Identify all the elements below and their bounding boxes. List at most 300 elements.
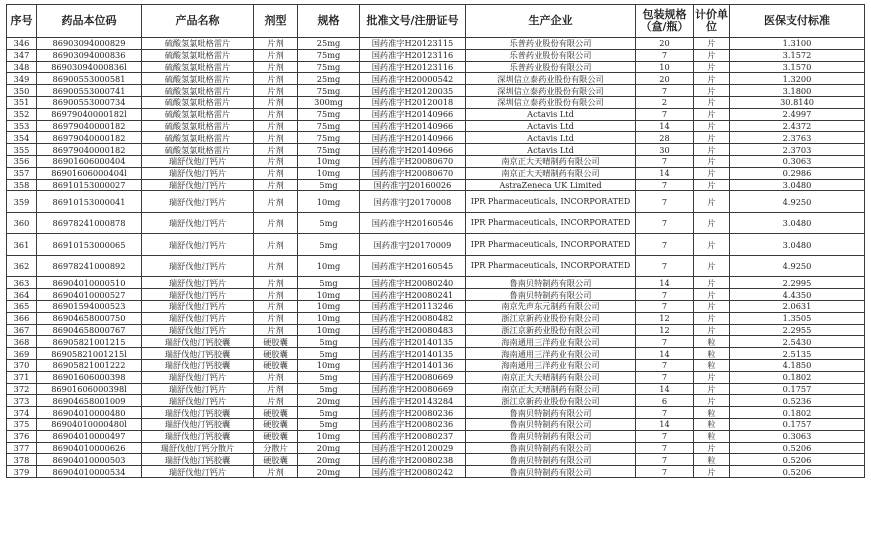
pricing-unit-cell: 片: [694, 300, 730, 312]
dosage-form-cell: 片剂: [254, 383, 298, 395]
dosage-form-cell: 片剂: [254, 191, 298, 213]
payment-standard-cell: 0.1802: [730, 371, 865, 383]
manufacturer-cell: [466, 255, 636, 277]
package-size-cell: 7: [636, 442, 694, 454]
manufacturer-cell: 南京正大天晴制药有限公司: [466, 167, 636, 179]
table-row: [7, 442, 865, 454]
payment-standard-cell: 3.0480: [730, 234, 865, 256]
specification-cell: 300mg: [298, 96, 360, 108]
header-cell: 计价单位: [694, 5, 730, 38]
approval-number-cell: 国药准字H20080482: [360, 312, 466, 324]
payment-standard-cell: 2.2995: [730, 277, 865, 289]
product-name-cell: 瑞舒伐他汀钙片: [142, 312, 254, 324]
specification-cell: 5mg: [298, 336, 360, 348]
dosage-form-cell: 硬胶囊: [254, 430, 298, 442]
dosage-form-cell: 片剂: [254, 144, 298, 156]
table-row: [7, 234, 865, 256]
payment-standard-cell: 0.3063: [730, 155, 865, 167]
pricing-unit-cell: 片: [694, 277, 730, 289]
drug-code-cell: 86904010000480: [37, 407, 142, 419]
dosage-form-cell: 片剂: [254, 49, 298, 61]
manufacturer-cell: 海南通用三洋药业有限公司: [466, 359, 636, 371]
drug-code-cell: 86978241000878: [37, 212, 142, 234]
package-size-cell: 12: [636, 324, 694, 336]
manufacturer-cell: 海南通用三洋药业有限公司: [466, 336, 636, 348]
product-name-cell: 瑞舒伐他汀钙胶囊: [142, 336, 254, 348]
drug-code-cell: 86910153000041: [37, 191, 142, 213]
product-name-cell: 瑞舒伐他汀钙片: [142, 167, 254, 179]
manufacturer-text: IPR Pharmaceuticals, INCORPORATED: [470, 196, 631, 206]
manufacturer-cell: 鲁南贝特制药有限公司: [466, 442, 636, 454]
row-number-cell: 353: [7, 120, 37, 132]
specification-cell: 10mg: [298, 167, 360, 179]
table-row: [7, 407, 865, 419]
specification-cell: 5mg: [298, 212, 360, 234]
dosage-form-cell: 分散片: [254, 442, 298, 454]
approval-number-cell: 国药准字H20140135: [360, 336, 466, 348]
product-name-cell: 瑞舒伐他汀钙分散片: [142, 442, 254, 454]
table-row: [7, 255, 865, 277]
payment-standard-cell: 2.5135: [730, 348, 865, 360]
row-number-cell: 369: [7, 348, 37, 360]
row-number-cell: 374: [7, 407, 37, 419]
payment-standard-cell: 0.5206: [730, 454, 865, 466]
row-number-cell: 370: [7, 359, 37, 371]
specification-cell: 75mg: [298, 108, 360, 120]
package-size-cell: 7: [636, 191, 694, 213]
row-number-cell: 376: [7, 430, 37, 442]
payment-standard-cell: 4.4350: [730, 289, 865, 301]
row-number-cell: 349: [7, 73, 37, 85]
pricing-unit-cell: 粒: [694, 430, 730, 442]
product-name-cell: 瑞舒伐他汀钙片: [142, 466, 254, 478]
table-row: [7, 191, 865, 213]
product-name-cell: 硫酸氢氯吡格雷片: [142, 132, 254, 144]
table-row: [7, 300, 865, 312]
row-number-cell: 357: [7, 167, 37, 179]
approval-number-cell: 国药准字H20080236: [360, 407, 466, 419]
table-row: [7, 144, 865, 156]
product-name-cell: 硫酸氢氯吡格雷片: [142, 144, 254, 156]
payment-standard-cell: 0.1802: [730, 407, 865, 419]
pricing-unit-cell: 片: [694, 96, 730, 108]
drug-code-cell: 86900553000581: [37, 73, 142, 85]
manufacturer-cell: 鲁南贝特制药有限公司: [466, 277, 636, 289]
specification-cell: 5mg: [298, 383, 360, 395]
approval-number-cell: 国药准字H20120035: [360, 85, 466, 97]
specification-cell: 25mg: [298, 38, 360, 50]
row-number-cell: 378: [7, 454, 37, 466]
drug-code-cell: 86904010000534: [37, 466, 142, 478]
drug-code-cell: 86905821001222: [37, 359, 142, 371]
dosage-form-cell: 片剂: [254, 395, 298, 407]
manufacturer-text: IPR Pharmaceuticals, INCORPORATED: [470, 218, 631, 228]
dosage-form-cell: 片剂: [254, 132, 298, 144]
package-size-cell: 7: [636, 155, 694, 167]
product-name-cell: 硫酸氢氯吡格雷片: [142, 73, 254, 85]
drug-code-cell: 86904010000510: [37, 277, 142, 289]
payment-standard-cell: 30.8140: [730, 96, 865, 108]
product-name-cell: 瑞舒伐他汀钙片: [142, 371, 254, 383]
package-size-cell: 7: [636, 359, 694, 371]
approval-number-cell: 国药准字H20000542: [360, 73, 466, 85]
pricing-unit-cell: 粒: [694, 418, 730, 430]
pricing-unit-cell: 片: [694, 179, 730, 191]
table-row: [7, 212, 865, 234]
specification-cell: 5mg: [298, 407, 360, 419]
manufacturer-cell: AstraZeneca UK Limited: [466, 179, 636, 191]
drug-code-cell: 86901606000404: [37, 155, 142, 167]
pricing-unit-cell: 片: [694, 289, 730, 301]
package-size-cell: 7: [636, 255, 694, 277]
header-cell: 包装规格（盒/瓶）: [636, 5, 694, 38]
header-cell: 药品本位码: [37, 5, 142, 38]
pricing-unit-cell: 片: [694, 191, 730, 213]
approval-number-cell: 国药准字H20123116: [360, 61, 466, 73]
product-name-cell: 瑞舒伐他汀钙胶囊: [142, 359, 254, 371]
payment-standard-cell: 3.1800: [730, 85, 865, 97]
drug-code-cell: 86903094000836l: [37, 61, 142, 73]
dosage-form-cell: 硬胶囊: [254, 407, 298, 419]
pricing-unit-cell: 粒: [694, 348, 730, 360]
table-row: [7, 418, 865, 430]
specification-cell: 10mg: [298, 300, 360, 312]
header-cell: 规格: [298, 5, 360, 38]
pricing-unit-cell: 片: [694, 324, 730, 336]
approval-number-cell: 国药准字H20080240: [360, 277, 466, 289]
drug-code-cell: 86900553000741: [37, 85, 142, 97]
approval-number-cell: 国药准字H20140136: [360, 359, 466, 371]
table-row: [7, 371, 865, 383]
payment-standard-cell: 2.5430: [730, 336, 865, 348]
table-row: [7, 120, 865, 132]
package-size-cell: 14: [636, 348, 694, 360]
dosage-form-cell: 片剂: [254, 73, 298, 85]
approval-number-cell: 国药准字H20140966: [360, 132, 466, 144]
dosage-form-cell: 硬胶囊: [254, 454, 298, 466]
package-size-cell: 20: [636, 38, 694, 50]
specification-cell: 75mg: [298, 85, 360, 97]
package-size-cell: 7: [636, 212, 694, 234]
specification-cell: 20mg: [298, 395, 360, 407]
approval-number-cell: 国药准字H20123116: [360, 49, 466, 61]
approval-number-cell: 国药准字H20140135: [360, 348, 466, 360]
dosage-form-cell: 硬胶囊: [254, 418, 298, 430]
product-name-cell: 瑞舒伐他汀钙片: [142, 289, 254, 301]
manufacturer-cell: 深圳信立泰药业股份有限公司: [466, 96, 636, 108]
row-number-cell: 363: [7, 277, 37, 289]
approval-number-cell: 国药准字H20120018: [360, 96, 466, 108]
manufacturer-cell: 南京正大天晴制药有限公司: [466, 155, 636, 167]
specification-cell: 10mg: [298, 255, 360, 277]
row-number-cell: 355: [7, 144, 37, 156]
package-size-cell: 14: [636, 418, 694, 430]
drug-code-cell: 86901606000398l: [37, 383, 142, 395]
approval-number-cell: 国药准字H20123115: [360, 38, 466, 50]
specification-cell: 20mg: [298, 454, 360, 466]
pricing-unit-cell: 片: [694, 108, 730, 120]
payment-standard-cell: 3.1570: [730, 61, 865, 73]
drug-code-cell: 86901606000398: [37, 371, 142, 383]
table-row: [7, 324, 865, 336]
dosage-form-cell: 片剂: [254, 38, 298, 50]
drug-code-cell: 86904010000527: [37, 289, 142, 301]
row-number-cell: 365: [7, 300, 37, 312]
drug-code-cell: 86904658000750: [37, 312, 142, 324]
approval-number-cell: 国药准字H20080237: [360, 430, 466, 442]
table-row: [7, 85, 865, 97]
row-number-cell: 372: [7, 383, 37, 395]
table-row: [7, 359, 865, 371]
drug-code-cell: 86904010000480l: [37, 418, 142, 430]
row-number-cell: 364: [7, 289, 37, 301]
payment-standard-cell: 3.0480: [730, 179, 865, 191]
drug-code-cell: 86901606000404l: [37, 167, 142, 179]
manufacturer-cell: 南京正大天晴制药有限公司: [466, 383, 636, 395]
row-number-cell: 356: [7, 155, 37, 167]
product-name-cell: 硫酸氢氯吡格雷片: [142, 61, 254, 73]
drug-code-cell: 86979040000182: [37, 120, 142, 132]
drug-code-cell: 86904658001009: [37, 395, 142, 407]
pricing-unit-cell: 片: [694, 132, 730, 144]
table-row: [7, 38, 865, 50]
manufacturer-cell: 深圳信立泰药业股份有限公司: [466, 73, 636, 85]
product-name-cell: 瑞舒伐他汀钙片: [142, 212, 254, 234]
specification-cell: 5mg: [298, 234, 360, 256]
table-body: [7, 38, 865, 478]
manufacturer-cell: [466, 212, 636, 234]
package-size-cell: 2: [636, 96, 694, 108]
payment-standard-cell: 2.3703: [730, 144, 865, 156]
drug-code-cell: 86910153000065: [37, 234, 142, 256]
product-name-cell: 硫酸氢氯吡格雷片: [142, 108, 254, 120]
manufacturer-cell: 鲁南贝特制药有限公司: [466, 430, 636, 442]
product-name-cell: 瑞舒伐他汀钙片: [142, 300, 254, 312]
table-row: [7, 61, 865, 73]
row-number-cell: 352: [7, 108, 37, 120]
header-row: [7, 5, 865, 38]
dosage-form-cell: 片剂: [254, 96, 298, 108]
row-number-cell: 361: [7, 234, 37, 256]
drug-code-cell: 86905821001215: [37, 336, 142, 348]
product-name-cell: 瑞舒伐他汀钙胶囊: [142, 407, 254, 419]
payment-standard-cell: 0.5236: [730, 395, 865, 407]
table-row: [7, 312, 865, 324]
pricing-unit-cell: 片: [694, 61, 730, 73]
product-name-cell: 瑞舒伐他汀钙片: [142, 383, 254, 395]
dosage-form-cell: 片剂: [254, 277, 298, 289]
specification-cell: 20mg: [298, 442, 360, 454]
approval-number-cell: 国药准字J20170009: [360, 234, 466, 256]
package-size-cell: 14: [636, 383, 694, 395]
dosage-form-cell: 片剂: [254, 179, 298, 191]
payment-standard-cell: 1.3200: [730, 73, 865, 85]
approval-number-cell: 国药准字J20160026: [360, 179, 466, 191]
specification-cell: 25mg: [298, 73, 360, 85]
table-row: [7, 132, 865, 144]
manufacturer-text: IPR Pharmaceuticals, INCORPORATED: [470, 239, 631, 249]
table-row: [7, 96, 865, 108]
specification-cell: 10mg: [298, 289, 360, 301]
approval-number-cell: 国药准字H20140966: [360, 108, 466, 120]
payment-standard-cell: 1.3100: [730, 38, 865, 50]
approval-number-cell: 国药准字J20170008: [360, 191, 466, 213]
payment-standard-cell: 0.1757: [730, 383, 865, 395]
package-size-cell: 30: [636, 144, 694, 156]
drug-code-cell: 86900553000734: [37, 96, 142, 108]
drug-price-table: [6, 4, 865, 478]
payment-standard-cell: 3.0480: [730, 212, 865, 234]
package-size-cell: 7: [636, 289, 694, 301]
specification-cell: 10mg: [298, 359, 360, 371]
row-number-cell: 362: [7, 255, 37, 277]
approval-number-cell: 国药准字H20080241: [360, 289, 466, 301]
approval-number-cell: 国药准字H20080669: [360, 383, 466, 395]
pricing-unit-cell: 片: [694, 49, 730, 61]
dosage-form-cell: 片剂: [254, 85, 298, 97]
dosage-form-cell: 片剂: [254, 155, 298, 167]
row-number-cell: 379: [7, 466, 37, 478]
table-row: [7, 454, 865, 466]
product-name-cell: 瑞舒伐他汀钙胶囊: [142, 418, 254, 430]
row-number-cell: 347: [7, 49, 37, 61]
package-size-cell: 7: [636, 454, 694, 466]
drug-code-cell: 86910153000027: [37, 179, 142, 191]
header-cell: 序号: [7, 5, 37, 38]
approval-number-cell: 国药准字H20140966: [360, 144, 466, 156]
package-size-cell: 14: [636, 167, 694, 179]
drug-code-cell: 86978241000892: [37, 255, 142, 277]
pricing-unit-cell: 粒: [694, 336, 730, 348]
drug-code-cell: 86901594000523: [37, 300, 142, 312]
dosage-form-cell: 片剂: [254, 371, 298, 383]
specification-cell: 5mg: [298, 179, 360, 191]
product-name-cell: 硫酸氢氯吡格雷片: [142, 85, 254, 97]
row-number-cell: 377: [7, 442, 37, 454]
payment-standard-cell: 2.0631: [730, 300, 865, 312]
manufacturer-cell: Actavis Ltd: [466, 108, 636, 120]
row-number-cell: 360: [7, 212, 37, 234]
dosage-form-cell: 片剂: [254, 255, 298, 277]
payment-standard-cell: 4.9250: [730, 255, 865, 277]
package-size-cell: 7: [636, 371, 694, 383]
drug-code-cell: 86905821001215l: [37, 348, 142, 360]
product-name-cell: 瑞舒伐他汀钙片: [142, 395, 254, 407]
approval-number-cell: 国药准字H20140966: [360, 120, 466, 132]
pricing-unit-cell: 片: [694, 312, 730, 324]
pricing-unit-cell: 片: [694, 212, 730, 234]
pricing-unit-cell: 片: [694, 155, 730, 167]
manufacturer-cell: 鲁南贝特制药有限公司: [466, 454, 636, 466]
manufacturer-cell: Actavis Ltd: [466, 144, 636, 156]
pricing-unit-cell: 片: [694, 73, 730, 85]
manufacturer-cell: 浙江京新药业股份有限公司: [466, 312, 636, 324]
pricing-unit-cell: 片: [694, 466, 730, 478]
specification-cell: 10mg: [298, 312, 360, 324]
row-number-cell: 359: [7, 191, 37, 213]
manufacturer-cell: 南京先声东元制药有限公司: [466, 300, 636, 312]
manufacturer-cell: 鲁南贝特制药有限公司: [466, 407, 636, 419]
package-size-cell: 7: [636, 234, 694, 256]
specification-cell: 5mg: [298, 371, 360, 383]
pricing-unit-cell: 片: [694, 395, 730, 407]
manufacturer-cell: 南京正大天晴制药有限公司: [466, 371, 636, 383]
row-number-cell: 348: [7, 61, 37, 73]
pricing-unit-cell: 粒: [694, 359, 730, 371]
pricing-unit-cell: 片: [694, 120, 730, 132]
product-name-cell: 硫酸氢氯吡格雷片: [142, 120, 254, 132]
drug-code-cell: 86904658000767: [37, 324, 142, 336]
manufacturer-cell: 浙江京新药业股份有限公司: [466, 395, 636, 407]
package-size-cell: 7: [636, 300, 694, 312]
package-size-cell: 7: [636, 466, 694, 478]
pricing-unit-cell: 片: [694, 144, 730, 156]
table-row: [7, 383, 865, 395]
product-name-cell: 瑞舒伐他汀钙片: [142, 255, 254, 277]
payment-standard-cell: 0.1757: [730, 418, 865, 430]
package-size-cell: 20: [636, 73, 694, 85]
drug-code-cell: 86979040000182: [37, 144, 142, 156]
dosage-form-cell: 片剂: [254, 234, 298, 256]
package-size-cell: 12: [636, 312, 694, 324]
pricing-unit-cell: 片: [694, 234, 730, 256]
manufacturer-cell: 海南通用三洋药业有限公司: [466, 348, 636, 360]
drug-code-cell: 86903094000836: [37, 49, 142, 61]
payment-standard-cell: 2.2955: [730, 324, 865, 336]
package-size-cell: 10: [636, 61, 694, 73]
dosage-form-cell: 片剂: [254, 312, 298, 324]
specification-cell: 10mg: [298, 430, 360, 442]
drug-code-cell: 86979040000182: [37, 132, 142, 144]
product-name-cell: 瑞舒伐他汀钙胶囊: [142, 430, 254, 442]
row-number-cell: 375: [7, 418, 37, 430]
row-number-cell: 346: [7, 38, 37, 50]
package-size-cell: 7: [636, 407, 694, 419]
payment-standard-cell: 3.1572: [730, 49, 865, 61]
row-number-cell: 367: [7, 324, 37, 336]
dosage-form-cell: 片剂: [254, 324, 298, 336]
header-cell: 批准文号/注册证号: [360, 5, 466, 38]
specification-cell: 10mg: [298, 155, 360, 167]
header-cell: 产品名称: [142, 5, 254, 38]
approval-number-cell: 国药准字H20080242: [360, 466, 466, 478]
table-row: [7, 277, 865, 289]
dosage-form-cell: 硬胶囊: [254, 359, 298, 371]
payment-standard-cell: 0.3063: [730, 430, 865, 442]
approval-number-cell: 国药准字H20160545: [360, 255, 466, 277]
row-number-cell: 371: [7, 371, 37, 383]
approval-number-cell: 国药准字H20080670: [360, 155, 466, 167]
header-cell: 生产企业: [466, 5, 636, 38]
table-row: [7, 179, 865, 191]
table-row: [7, 466, 865, 478]
package-size-cell: 28: [636, 132, 694, 144]
row-number-cell: 354: [7, 132, 37, 144]
specification-cell: 20mg: [298, 466, 360, 478]
drug-code-cell: 86904010000497: [37, 430, 142, 442]
specification-cell: 5mg: [298, 348, 360, 360]
pricing-unit-cell: 片: [694, 167, 730, 179]
specification-cell: 5mg: [298, 418, 360, 430]
product-name-cell: 瑞舒伐他汀钙片: [142, 234, 254, 256]
product-name-cell: 瑞舒伐他汀钙片: [142, 324, 254, 336]
pricing-unit-cell: 片: [694, 255, 730, 277]
payment-standard-cell: 4.1850: [730, 359, 865, 371]
drug-code-cell: 86904010000626: [37, 442, 142, 454]
drug-code-cell: 86904010000503: [37, 454, 142, 466]
drug-price-table-page: [6, 4, 864, 478]
manufacturer-cell: 鲁南贝特制药有限公司: [466, 418, 636, 430]
